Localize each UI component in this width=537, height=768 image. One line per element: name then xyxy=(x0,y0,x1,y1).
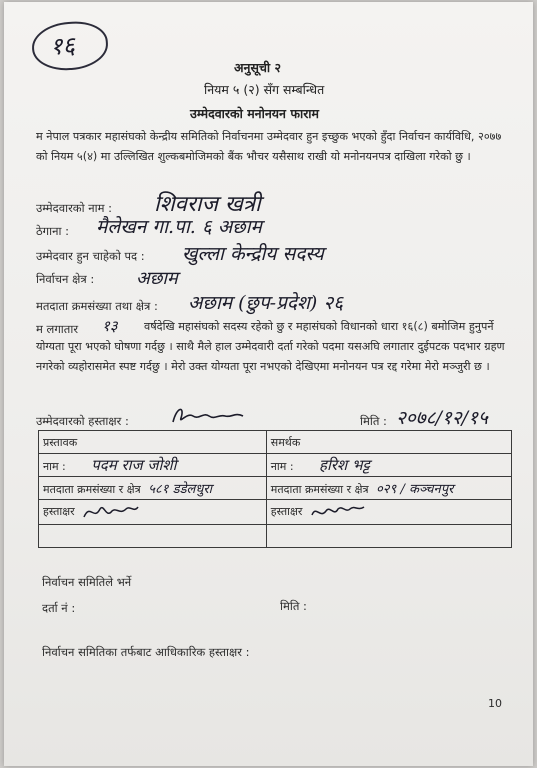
name-label: नाम : xyxy=(43,460,66,473)
declaration-years: १३ xyxy=(102,317,118,335)
constituency-value: अछाम xyxy=(136,268,178,289)
seconder-header: समर्थक xyxy=(266,431,511,454)
proposer-name: पदम राज जोशी xyxy=(91,456,177,474)
seconder-name: हरिश भट्ट xyxy=(319,456,370,474)
seconder-voter-cell xyxy=(266,477,511,500)
candidate-name-value: शिवराज खत्री xyxy=(154,192,261,217)
voter-value: अछाम (छुप-प्रदेश) २६ xyxy=(188,292,344,314)
seconder-name-cell xyxy=(266,454,511,477)
empty-cell xyxy=(266,525,511,548)
date-label: मिति : xyxy=(360,414,387,428)
form-page xyxy=(4,2,533,766)
voter-no-label: मतदाता क्रमसंख्या र क्षेत्र xyxy=(43,483,141,496)
name-label: नाम : xyxy=(270,460,294,473)
badge-number: १६ xyxy=(49,31,76,61)
declaration-paragraph: वर्षदेखि महासंघको सदस्य रहेको छु र महासंघको विधानको धारा १६(८) बमोजिम हुनुपर्ने योग्यता पूरा भएको घोषणा गर्दछु । साथै मैले हाल उम्मेदवारी दर्ता गरेको पदमा यसअघि लगातार दुईपटक पदभार ग्रहण नगरेको व्यहोरासमेत स्पष्ट गर्दछु । मेरो उक्त योग्यता पूरा नभएको देखिएमा मनोनयन पत्र रद्द गरेमा मेरो मञ्जुरी छ । xyxy=(36,320,505,373)
proposer-voter: ५८१ डडेलधुरा xyxy=(148,482,213,497)
proposer-header: प्रस्तावक xyxy=(39,431,267,454)
proposer-signature-cell xyxy=(39,500,267,525)
declaration-prefix: म लगातार xyxy=(36,322,79,336)
address-value: मैलेखन गा.पा. ६ अछाम xyxy=(96,216,262,238)
signature-label: हस्ताक्षर xyxy=(43,505,75,518)
registration-no-label: दर्ता नं : xyxy=(42,601,76,615)
intro-paragraph: म नेपाल पत्रकार महासंघको केन्द्रीय समितिको निर्वाचनमा उम्मेदवार हुन इच्छुक भएको हुँदा निर्वाचन कार्यविधि, २०७७ को नियम ५(४) मा उल्लिखित शुल्कबमोजिमको बैंक भौचर यसैसाथ राखी यो मनोनयनपत्र दाखिला गरेको छु । xyxy=(36,130,502,163)
empty-cell xyxy=(39,525,267,548)
office-date-label: मिति : xyxy=(280,599,307,613)
proposer-name-cell xyxy=(39,454,267,477)
seconder-signature xyxy=(308,501,368,523)
proposer-signature xyxy=(80,501,140,523)
form-title: उम्मेदवारको मनोनयन फाराम xyxy=(190,106,320,121)
voter-label: मतदाता क्रमसंख्या तथा क्षेत्र : xyxy=(36,299,158,313)
address-label: ठेगाना : xyxy=(36,224,70,238)
constituency-label: निर्वाचन क्षेत्र : xyxy=(36,272,95,286)
table-row xyxy=(39,477,512,500)
date-value: २०७८/१२/१५ xyxy=(396,407,488,429)
post-value: खुल्ला केन्द्रीय सदस्य xyxy=(182,243,324,265)
post-label: उम्मेदवार हुन चाहेको पद : xyxy=(36,249,145,263)
table-row xyxy=(39,431,512,454)
schedule-heading: अनुसूची २ xyxy=(234,60,281,75)
rule-heading: नियम ५ (२) सँग सम्बन्धित xyxy=(204,82,325,97)
proposer-seconder-table xyxy=(38,430,512,548)
signature-label: हस्ताक्षर xyxy=(270,505,303,518)
candidate-name-label: उम्मेदवारको नाम : xyxy=(36,201,113,215)
committee-fill-label: निर्वाचन समितिले भर्ने xyxy=(42,575,132,589)
table-row xyxy=(39,525,512,548)
table-row xyxy=(39,500,512,525)
seconder-voter: ०२९ / कञ्चनपुर xyxy=(376,482,454,497)
proposer-voter-cell xyxy=(39,477,267,500)
candidate-signature-label: उम्मेदवारको हस्ताक्षर : xyxy=(36,414,129,428)
candidate-signature xyxy=(169,404,249,428)
official-signature-label: निर्वाचन समितिका तर्फबाट आधिकारिक हस्ताक्षर : xyxy=(42,645,250,659)
seconder-signature-cell xyxy=(266,500,511,525)
voter-no-label: मतदाता क्रमसंख्या र क्षेत्र xyxy=(270,483,369,496)
table-row xyxy=(39,454,512,477)
page-number: 10 xyxy=(488,697,502,710)
